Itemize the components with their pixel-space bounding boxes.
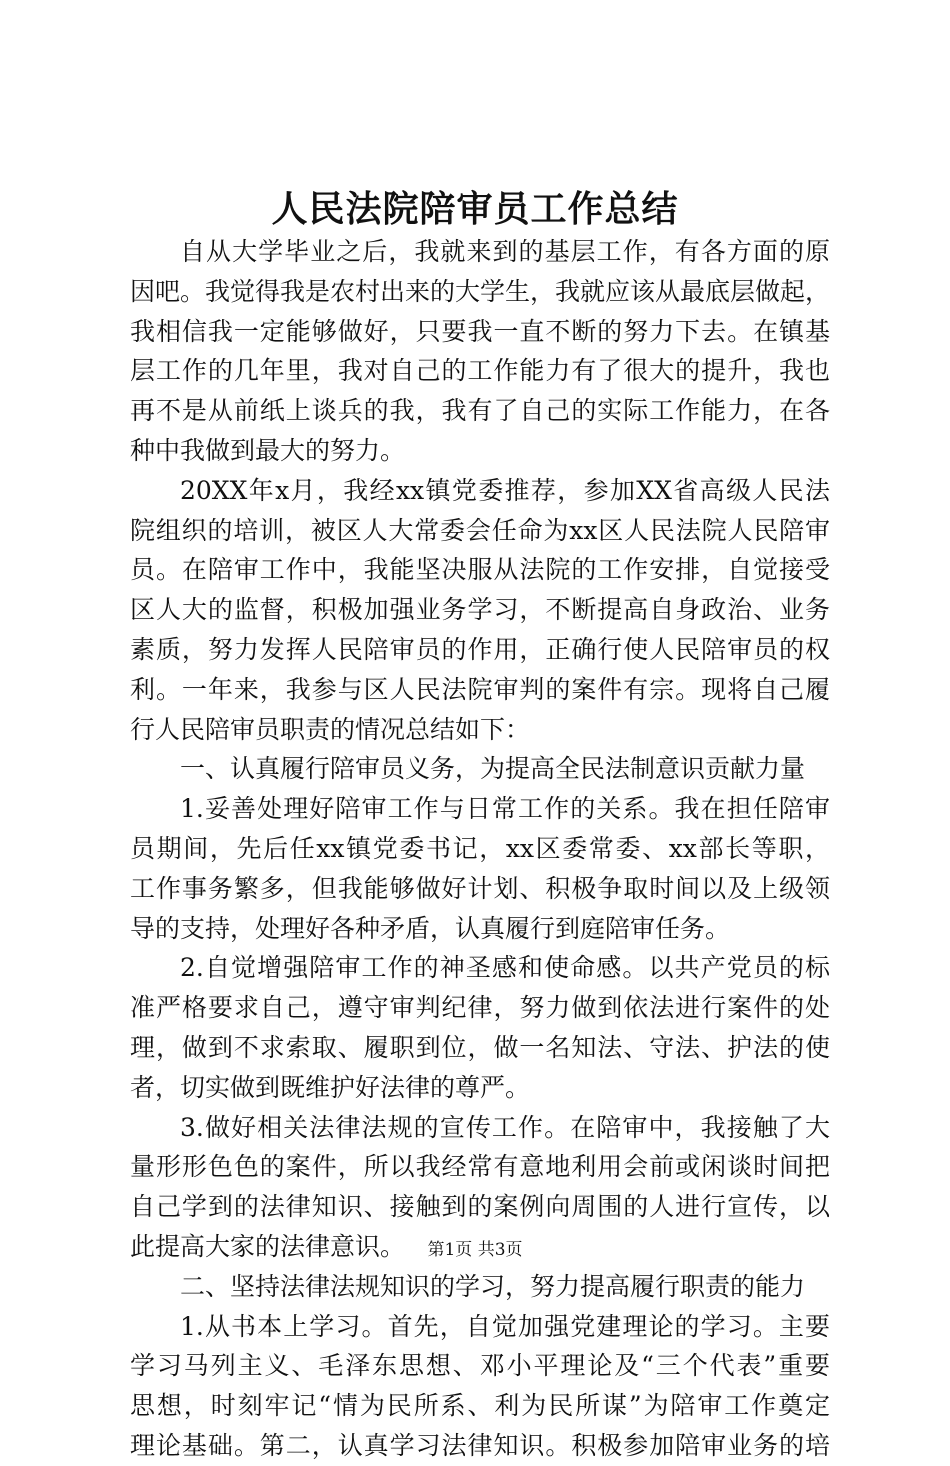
text-line: 此提高大家的法律意识。 (130, 1231, 406, 1261)
text-line: 二、坚持法律法规知识的学习，努力提高履行职责的能力 (180, 1271, 806, 1301)
text-line: 种中我做到最大的努力。 (130, 435, 406, 465)
text-line: 1.妥善处理好陪审工作与日常工作的关系。我在担任陪审 (180, 794, 830, 824)
text-line: 我相信我一定能够做好，只要我一直不断的努力下去。在镇基 (130, 316, 830, 346)
text-line: 素质，努力发挥人民陪审员的作用，正确行使人民陪审员的权 (130, 634, 830, 664)
text-line: 院组织的培训，被区人大常委会任命为xx区人民法院人民陪审 (130, 515, 830, 545)
paragraph (130, 948, 830, 1107)
text-line: 层工作的几年里，我对自己的工作能力有了很大的提升，我也 (130, 356, 830, 386)
text-line: 利。一年来，我参与区人民法院审判的案件有宗。现将自己履 (130, 674, 830, 704)
text-line: 学习马列主义、毛泽东思想、邓小平理论及“三个代表”重要 (130, 1351, 830, 1381)
text-line: 者，切实做到既维护好法律的尊严。 (130, 1072, 531, 1102)
text-line: 自从大学毕业之后，我就来到的基层工作，有各方面的原 (180, 237, 830, 266)
text-line: 再不是从前纸上谈兵的我，我有了自己的实际工作能力，在各 (130, 396, 830, 426)
text-line: 理论基础。第二，认真学习法律知识。积极参加陪审业务的培 (130, 1430, 830, 1460)
text-line: 量形形色色的案件，所以我经常有意地利用会前或闲谈时间把 (130, 1152, 830, 1182)
document-body (130, 232, 830, 1466)
text-line: 2.自觉增强陪审工作的神圣感和使命感。以共产党员的标 (180, 953, 830, 983)
paragraph (130, 749, 830, 789)
paragraph (130, 232, 830, 471)
paragraph (130, 789, 830, 948)
text-line: 1.从书本上学习。首先，自觉加强党建理论的学习。主要 (180, 1311, 830, 1341)
text-line: 员。在陪审工作中，我能坚决服从法院的工作安排，自觉接受 (130, 555, 830, 585)
text-line: 自己学到的法律知识、接触到的案例向周围的人进行宣传，以 (130, 1192, 830, 1222)
text-line: 理，做到不求索取、履职到位，做一名知法、守法、护法的使 (130, 1032, 830, 1062)
text-line: 准严格要求自己，遵守审判纪律，努力做到依法进行案件的处 (130, 993, 830, 1023)
paragraph (130, 1267, 830, 1307)
text-line: 导的支持，处理好各种矛盾，认真履行到庭陪审任务。 (130, 913, 731, 943)
text-line: 思想，时刻牢记“情为民所系、利为民所谋”为陪审工作奠定 (130, 1391, 830, 1421)
text-line: 3.做好相关法律法规的宣传工作。在陪审中，我接触了大 (180, 1112, 830, 1142)
text-line: 员期间，先后任xx镇党委书记，xx区委常委、xx部长等职， (130, 833, 830, 863)
text-line: 因吧。我觉得我是农村出来的大学生，我就应该从最底层做起， (130, 276, 830, 306)
paragraph (130, 471, 830, 750)
text-line: 一、认真履行陪审员义务，为提高全民法制意识贡献力量 (180, 754, 806, 784)
text-line: 20XX年x月，我经xx镇党委推荐，参加XX省高级人民法 (180, 475, 830, 505)
document-title: 人民法院陪审员工作总结 (271, 188, 679, 230)
text-line: 行人民陪审员职责的情况总结如下： (130, 714, 531, 744)
paragraph (130, 1307, 830, 1466)
text-line: 区人大的监督，积极加强业务学习，不断提高自身政治、业务 (130, 595, 830, 625)
text-line: 工作事务繁多，但我能够做好计划、积极争取时间以及上级领 (130, 873, 830, 903)
page-footer: 第1页 共3页 (427, 1240, 523, 1260)
